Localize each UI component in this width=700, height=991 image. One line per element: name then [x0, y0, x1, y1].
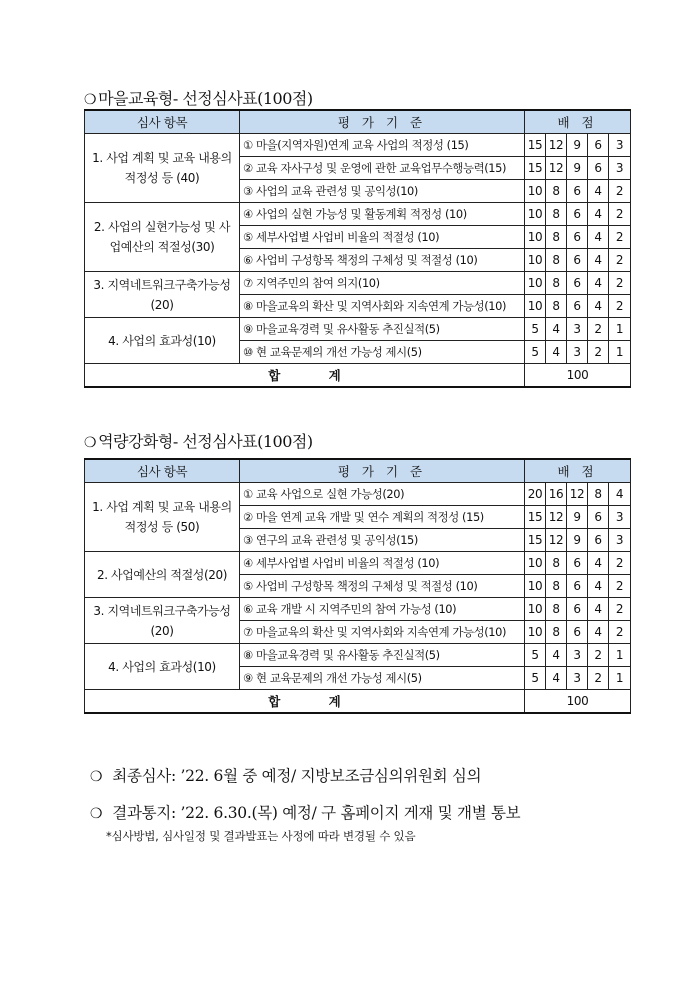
score-cell: 4 [588, 621, 609, 644]
criterion-cell: ③ 사업의 교육 관련성 및 공익성(10) [240, 180, 525, 203]
criterion-cell: ③ 연구의 교육 관련성 및 공익성(15) [240, 529, 525, 552]
criterion-cell: ⑦ 마을교육의 확산 및 지역사회와 지속연계 가능성(10) [240, 621, 525, 644]
category-cell: 2. 사업의 실현가능성 및 사업예산의 적절성(30) [85, 203, 240, 272]
score-cell: 10 [525, 226, 546, 249]
category-cell: 4. 사업의 효과성(10) [85, 318, 240, 364]
score-cell: 4 [588, 295, 609, 318]
total-row [85, 364, 631, 388]
score-cell: 16 [546, 483, 567, 506]
score-cell: 8 [546, 575, 567, 598]
score-cell: 2 [609, 552, 631, 575]
score-cell: 6 [567, 598, 588, 621]
table-row [85, 598, 631, 621]
score-cell: 8 [546, 249, 567, 272]
score-cell: 3 [567, 644, 588, 667]
score-cell: 12 [546, 506, 567, 529]
section-title-capacity: ❍ 역량강화형- 선정심사표(100점) [84, 432, 313, 451]
score-cell: 15 [525, 529, 546, 552]
score-cell: 4 [546, 667, 567, 690]
criterion-cell: ② 마을 연계 교육 개발 및 연수 계획의 적정성 (15) [240, 506, 525, 529]
criterion-cell: ① 마을(지역자원)연계 교육 사업의 적정성 (15) [240, 134, 525, 157]
score-cell: 15 [525, 506, 546, 529]
table-row [85, 552, 631, 575]
score-cell: 2 [588, 644, 609, 667]
score-cell: 2 [609, 226, 631, 249]
header-category: 심사 항목 [85, 110, 240, 134]
score-cell: 10 [525, 295, 546, 318]
score-cell: 15 [525, 157, 546, 180]
category-cell: 3. 지역네트워크구축가능성 (20) [85, 598, 240, 644]
score-cell: 4 [588, 226, 609, 249]
score-cell: 9 [567, 529, 588, 552]
score-cell: 15 [525, 134, 546, 157]
score-cell: 6 [567, 575, 588, 598]
score-cell: 2 [609, 272, 631, 295]
score-cell: 3 [567, 341, 588, 364]
score-cell: 10 [525, 598, 546, 621]
total-label: 합 계 [85, 364, 525, 388]
score-cell: 6 [588, 506, 609, 529]
score-cell: 8 [546, 180, 567, 203]
total-value: 100 [525, 690, 631, 714]
score-cell: 1 [609, 667, 631, 690]
score-cell: 2 [609, 203, 631, 226]
criterion-cell: ⑤ 세부사업별 사업비 비율의 적절성 (10) [240, 226, 525, 249]
criterion-cell: ⑥ 교육 개발 시 지역주민의 참여 가능성 (10) [240, 598, 525, 621]
category-cell: 1. 사업 계획 및 교육 내용의 적정성 등 (40) [85, 134, 240, 203]
score-cell: 10 [525, 575, 546, 598]
score-cell: 4 [588, 180, 609, 203]
score-cell: 12 [546, 529, 567, 552]
footnote: *심사방법, 심사일정 및 결과발표는 사정에 따라 변경될 수 있음 [106, 829, 416, 843]
score-cell: 10 [525, 621, 546, 644]
header-score: 배 점 [525, 459, 631, 483]
notice-final-review: ❍ 최종심사: ’22. 6월 중 예정/ 지방보조금심의위원회 심의 [90, 767, 482, 785]
score-cell: 9 [567, 506, 588, 529]
score-cell: 2 [609, 621, 631, 644]
score-cell: 5 [525, 318, 546, 341]
header-criteria: 평 가 기 준 [240, 110, 525, 134]
score-cell: 6 [567, 621, 588, 644]
score-cell: 4 [609, 483, 631, 506]
score-cell: 4 [588, 575, 609, 598]
table-header-row [85, 459, 631, 483]
score-cell: 8 [546, 226, 567, 249]
header-criteria: 평 가 기 준 [240, 459, 525, 483]
score-cell: 1 [609, 318, 631, 341]
score-cell: 3 [567, 318, 588, 341]
score-cell: 9 [567, 134, 588, 157]
score-cell: 6 [588, 134, 609, 157]
circle-bullet-icon: ❍ [90, 769, 103, 785]
score-cell: 8 [546, 552, 567, 575]
score-cell: 5 [525, 341, 546, 364]
score-cell: 6 [588, 157, 609, 180]
score-table-capacity [84, 458, 631, 714]
category-cell: 3. 지역네트워크구축가능성 (20) [85, 272, 240, 318]
table-row [85, 644, 631, 667]
score-cell: 3 [609, 506, 631, 529]
total-label: 합 계 [85, 690, 525, 714]
table-row [85, 203, 631, 226]
score-cell: 2 [588, 318, 609, 341]
score-cell: 1 [609, 644, 631, 667]
score-cell: 8 [546, 621, 567, 644]
criterion-cell: ⑦ 지역주민의 참여 의지(10) [240, 272, 525, 295]
header-score: 배 점 [525, 110, 631, 134]
score-cell: 3 [609, 529, 631, 552]
notice-result: ❍ 결과통지: ’22. 6.30.(목) 예정/ 구 홈페이지 게재 및 개별 통보 [90, 804, 521, 822]
header-category: 심사 항목 [85, 459, 240, 483]
score-cell: 8 [546, 272, 567, 295]
score-cell: 3 [567, 667, 588, 690]
score-cell: 4 [588, 272, 609, 295]
score-cell: 4 [546, 318, 567, 341]
circle-bullet-icon: ❍ [84, 435, 97, 451]
score-cell: 4 [588, 552, 609, 575]
total-value: 100 [525, 364, 631, 388]
score-cell: 10 [525, 249, 546, 272]
score-cell: 4 [588, 598, 609, 621]
score-cell: 10 [525, 552, 546, 575]
category-cell: 4. 사업의 효과성(10) [85, 644, 240, 690]
score-cell: 6 [567, 226, 588, 249]
table-row [85, 318, 631, 341]
table-row [85, 483, 631, 506]
table-row [85, 134, 631, 157]
score-cell: 4 [546, 644, 567, 667]
criterion-cell: ① 교육 사업으로 실현 가능성(20) [240, 483, 525, 506]
criterion-cell: ⑩ 현 교육문제의 개선 가능성 제시(5) [240, 341, 525, 364]
score-cell: 4 [588, 249, 609, 272]
score-cell: 6 [567, 295, 588, 318]
score-cell: 12 [567, 483, 588, 506]
score-cell: 1 [609, 341, 631, 364]
category-cell: 1. 사업 계획 및 교육 내용의 적정성 등 (50) [85, 483, 240, 552]
score-cell: 4 [546, 341, 567, 364]
score-cell: 10 [525, 272, 546, 295]
score-cell: 9 [567, 157, 588, 180]
score-cell: 10 [525, 180, 546, 203]
score-cell: 12 [546, 134, 567, 157]
score-cell: 4 [588, 203, 609, 226]
score-cell: 6 [567, 552, 588, 575]
score-cell: 6 [588, 529, 609, 552]
circle-bullet-icon: ❍ [90, 806, 103, 822]
score-cell: 6 [567, 203, 588, 226]
score-cell: 3 [609, 157, 631, 180]
score-cell: 6 [567, 272, 588, 295]
circle-bullet-icon: ❍ [84, 92, 97, 108]
criterion-cell: ⑧ 마을교육의 확산 및 지역사회와 지속연계 가능성(10) [240, 295, 525, 318]
score-cell: 8 [546, 598, 567, 621]
criterion-cell: ⑧ 마을교육경력 및 유사활동 추진실적(5) [240, 644, 525, 667]
score-cell: 2 [609, 180, 631, 203]
score-cell: 6 [567, 180, 588, 203]
criterion-cell: ⑤ 사업비 구성항목 책정의 구체성 및 적절성 (10) [240, 575, 525, 598]
score-cell: 20 [525, 483, 546, 506]
score-cell: 10 [525, 203, 546, 226]
criterion-cell: ⑨ 현 교육문제의 개선 가능성 제시(5) [240, 667, 525, 690]
criterion-cell: ④ 세부사업별 사업비 비율의 적절성 (10) [240, 552, 525, 575]
total-row [85, 690, 631, 714]
score-cell: 6 [567, 249, 588, 272]
score-cell: 2 [588, 667, 609, 690]
score-cell: 8 [546, 295, 567, 318]
score-cell: 2 [609, 249, 631, 272]
score-cell: 2 [588, 341, 609, 364]
score-cell: 2 [609, 598, 631, 621]
score-cell: 5 [525, 667, 546, 690]
category-cell: 2. 사업예산의 적절성(20) [85, 552, 240, 598]
score-cell: 2 [609, 575, 631, 598]
table-header-row [85, 110, 631, 134]
score-cell: 8 [588, 483, 609, 506]
score-cell: 3 [609, 134, 631, 157]
score-table-village [84, 109, 631, 388]
score-cell: 2 [609, 295, 631, 318]
criterion-cell: ⑨ 마을교육경력 및 유사활동 추진실적(5) [240, 318, 525, 341]
score-cell: 12 [546, 157, 567, 180]
criterion-cell: ⑥ 사업비 구성항목 책정의 구체성 및 적절성 (10) [240, 249, 525, 272]
criterion-cell: ② 교육 자사구성 및 운영에 관한 교육업무수행능력(15) [240, 157, 525, 180]
score-cell: 8 [546, 203, 567, 226]
criterion-cell: ④ 사업의 실현 가능성 및 활동계획 적정성 (10) [240, 203, 525, 226]
score-cell: 5 [525, 644, 546, 667]
table-row [85, 272, 631, 295]
section-title-village: ❍ 마을교육형- 선정심사표(100점) [84, 89, 313, 108]
